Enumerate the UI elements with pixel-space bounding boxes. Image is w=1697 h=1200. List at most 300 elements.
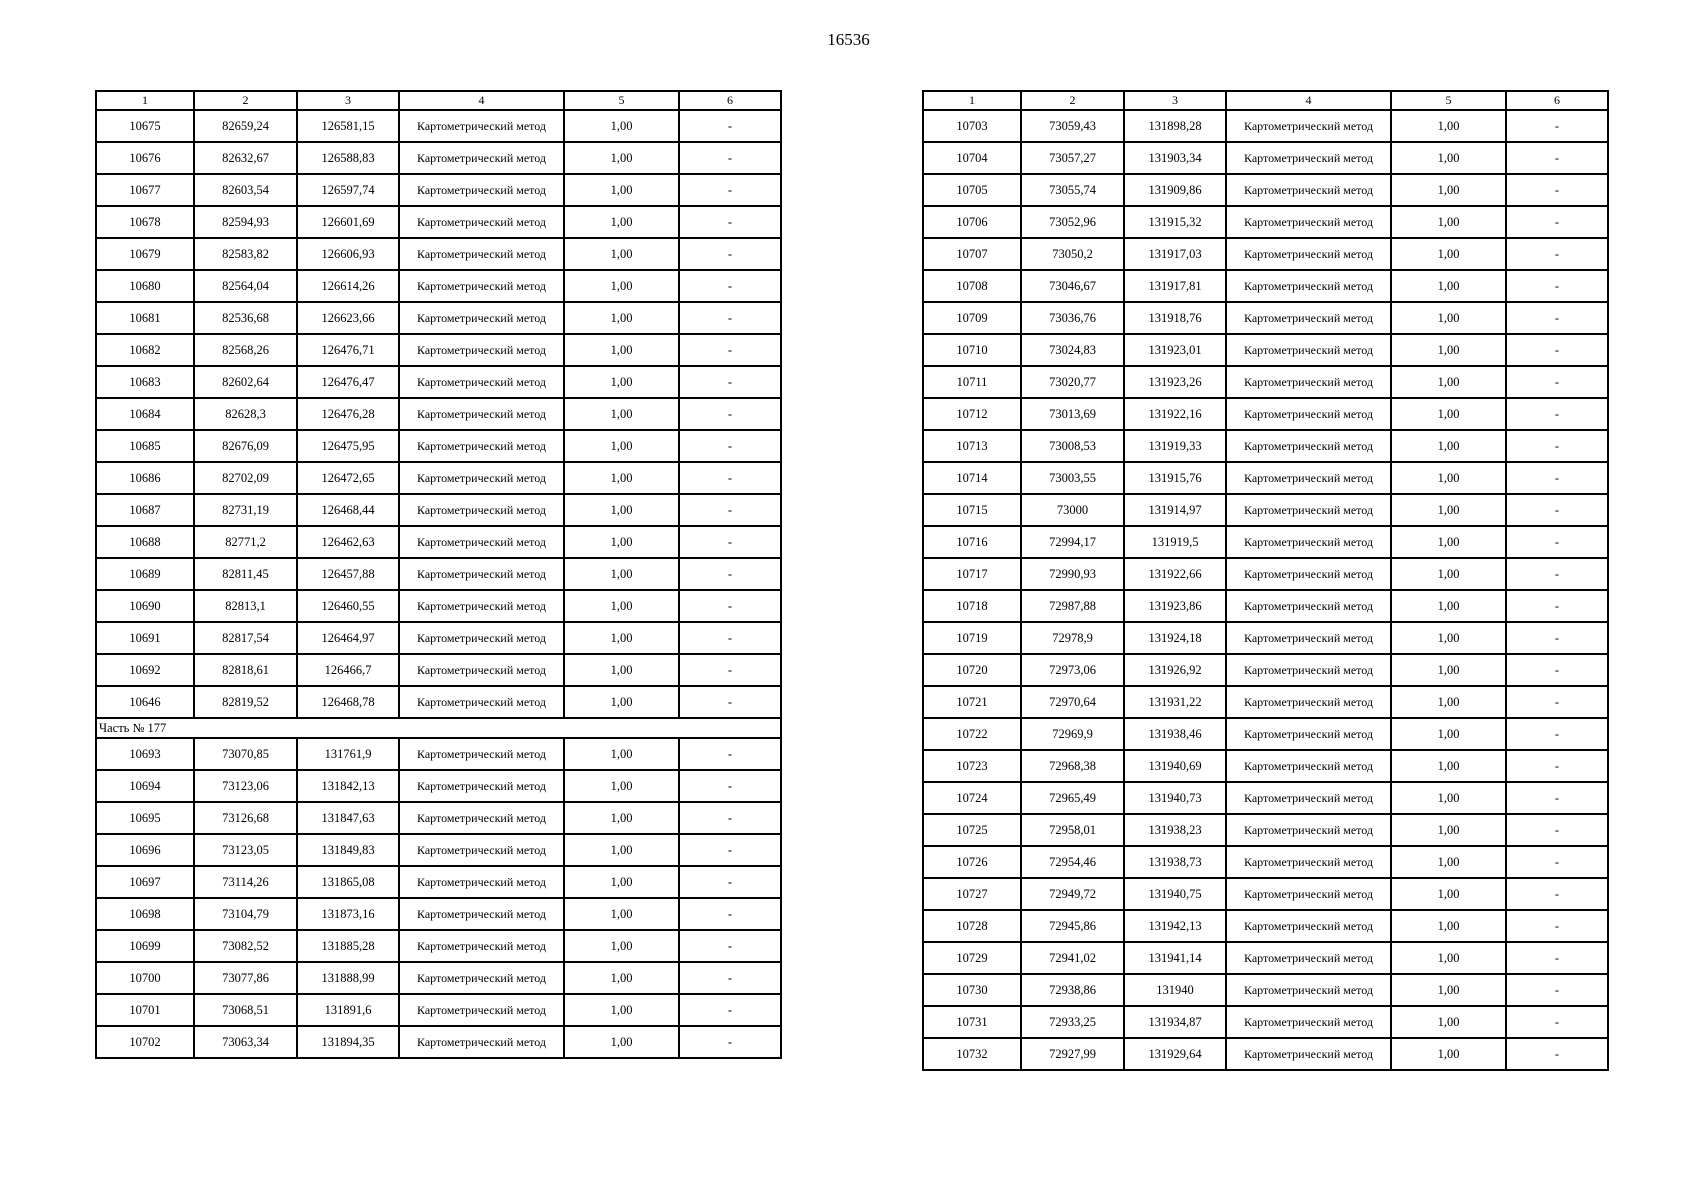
method-cell: Картометрический метод <box>399 494 564 526</box>
description-cell: - <box>1506 782 1608 814</box>
description-cell: - <box>679 994 781 1026</box>
description-cell: - <box>1506 942 1608 974</box>
x-coordinate-cell: 73000 <box>1021 494 1124 526</box>
point-number-cell: 10704 <box>923 142 1021 174</box>
point-number-cell: 10720 <box>923 654 1021 686</box>
table-header <box>96 91 781 110</box>
accuracy-cell: 1,00 <box>564 142 679 174</box>
point-number-cell: 10709 <box>923 302 1021 334</box>
accuracy-cell: 1,00 <box>1391 366 1506 398</box>
table-row <box>923 718 1608 750</box>
table-row <box>96 898 781 930</box>
description-cell: - <box>1506 878 1608 910</box>
x-coordinate-cell: 72958,01 <box>1021 814 1124 846</box>
x-coordinate-cell: 82731,19 <box>194 494 297 526</box>
description-cell: - <box>679 206 781 238</box>
y-coordinate-cell: 126601,69 <box>297 206 399 238</box>
point-number-cell: 10708 <box>923 270 1021 302</box>
x-coordinate-cell: 73013,69 <box>1021 398 1124 430</box>
accuracy-cell: 1,00 <box>564 590 679 622</box>
method-cell: Картометрический метод <box>399 898 564 930</box>
table-row <box>923 782 1608 814</box>
table-row <box>923 1006 1608 1038</box>
accuracy-cell: 1,00 <box>564 334 679 366</box>
accuracy-cell: 1,00 <box>564 654 679 686</box>
point-number-cell: 10646 <box>96 686 194 718</box>
y-coordinate-cell: 131931,22 <box>1124 686 1226 718</box>
accuracy-cell: 1,00 <box>1391 942 1506 974</box>
x-coordinate-cell: 72970,64 <box>1021 686 1124 718</box>
description-cell: - <box>679 142 781 174</box>
table-row <box>96 526 781 558</box>
y-coordinate-cell: 126623,66 <box>297 302 399 334</box>
y-coordinate-cell: 126466,7 <box>297 654 399 686</box>
description-cell: - <box>679 526 781 558</box>
y-coordinate-cell: 131940 <box>1124 974 1226 1006</box>
point-number-cell: 10714 <box>923 462 1021 494</box>
column-header: 4 <box>399 91 564 110</box>
method-cell: Картометрический метод <box>399 686 564 718</box>
page-number: 16536 <box>827 30 870 49</box>
point-number-cell: 10676 <box>96 142 194 174</box>
y-coordinate-cell: 131903,34 <box>1124 142 1226 174</box>
accuracy-cell: 1,00 <box>564 366 679 398</box>
description-cell: - <box>679 366 781 398</box>
point-number-cell: 10728 <box>923 910 1021 942</box>
method-cell: Картометрический метод <box>399 654 564 686</box>
section-label: Часть № 177 <box>96 718 781 738</box>
table-row <box>96 962 781 994</box>
y-coordinate-cell: 131917,03 <box>1124 238 1226 270</box>
method-cell: Картометрический метод <box>1226 1006 1391 1038</box>
point-number-cell: 10693 <box>96 738 194 770</box>
y-coordinate-cell: 131761,9 <box>297 738 399 770</box>
accuracy-cell: 1,00 <box>564 558 679 590</box>
description-cell: - <box>1506 142 1608 174</box>
x-coordinate-cell: 73070,85 <box>194 738 297 770</box>
table-row <box>923 942 1608 974</box>
method-cell: Картометрический метод <box>399 302 564 334</box>
x-coordinate-cell: 82602,64 <box>194 366 297 398</box>
point-number-cell: 10700 <box>96 962 194 994</box>
method-cell: Картометрический метод <box>399 270 564 302</box>
accuracy-cell: 1,00 <box>1391 430 1506 462</box>
column-header: 3 <box>1124 91 1226 110</box>
table-row <box>96 238 781 270</box>
x-coordinate-cell: 82702,09 <box>194 462 297 494</box>
method-cell: Картометрический метод <box>1226 654 1391 686</box>
y-coordinate-cell: 126468,44 <box>297 494 399 526</box>
table-row <box>923 334 1608 366</box>
accuracy-cell: 1,00 <box>564 110 679 142</box>
method-cell: Картометрический метод <box>399 110 564 142</box>
y-coordinate-cell: 131938,73 <box>1124 846 1226 878</box>
y-coordinate-cell: 131923,26 <box>1124 366 1226 398</box>
table-row <box>96 686 781 718</box>
x-coordinate-cell: 73046,67 <box>1021 270 1124 302</box>
y-coordinate-cell: 126475,95 <box>297 430 399 462</box>
description-cell: - <box>679 738 781 770</box>
column-header: 6 <box>679 91 781 110</box>
table-row <box>96 558 781 590</box>
y-coordinate-cell: 131894,35 <box>297 1026 399 1058</box>
point-number-cell: 10713 <box>923 430 1021 462</box>
description-cell: - <box>679 334 781 366</box>
point-number-cell: 10715 <box>923 494 1021 526</box>
method-cell: Картометрический метод <box>399 238 564 270</box>
method-cell: Картометрический метод <box>399 526 564 558</box>
point-number-cell: 10689 <box>96 558 194 590</box>
column-header: 2 <box>194 91 297 110</box>
accuracy-cell: 1,00 <box>1391 654 1506 686</box>
method-cell: Картометрический метод <box>399 738 564 770</box>
description-cell: - <box>1506 846 1608 878</box>
description-cell: - <box>1506 270 1608 302</box>
accuracy-cell: 1,00 <box>1391 1006 1506 1038</box>
point-number-cell: 10703 <box>923 110 1021 142</box>
description-cell: - <box>1506 814 1608 846</box>
method-cell: Картометрический метод <box>1226 398 1391 430</box>
method-cell: Картометрический метод <box>399 174 564 206</box>
method-cell: Картометрический метод <box>399 994 564 1026</box>
point-number-cell: 10697 <box>96 866 194 898</box>
method-cell: Картометрический метод <box>1226 1038 1391 1070</box>
x-coordinate-cell: 73055,74 <box>1021 174 1124 206</box>
table-row <box>923 750 1608 782</box>
method-cell: Картометрический метод <box>1226 782 1391 814</box>
accuracy-cell: 1,00 <box>1391 398 1506 430</box>
section-row <box>96 718 781 738</box>
method-cell: Картометрический метод <box>1226 718 1391 750</box>
point-number-cell: 10724 <box>923 782 1021 814</box>
x-coordinate-cell: 72978,9 <box>1021 622 1124 654</box>
y-coordinate-cell: 131922,16 <box>1124 398 1226 430</box>
table-row <box>923 526 1608 558</box>
description-cell: - <box>1506 462 1608 494</box>
accuracy-cell: 1,00 <box>1391 814 1506 846</box>
table-row <box>96 654 781 686</box>
y-coordinate-cell: 131891,6 <box>297 994 399 1026</box>
point-number-cell: 10685 <box>96 430 194 462</box>
x-coordinate-cell: 73077,86 <box>194 962 297 994</box>
description-cell: - <box>679 622 781 654</box>
x-coordinate-cell: 82771,2 <box>194 526 297 558</box>
point-number-cell: 10719 <box>923 622 1021 654</box>
description-cell: - <box>679 834 781 866</box>
accuracy-cell: 1,00 <box>1391 526 1506 558</box>
y-coordinate-cell: 131926,92 <box>1124 654 1226 686</box>
point-number-cell: 10680 <box>96 270 194 302</box>
point-number-cell: 10712 <box>923 398 1021 430</box>
y-coordinate-cell: 131918,76 <box>1124 302 1226 334</box>
accuracy-cell: 1,00 <box>1391 910 1506 942</box>
accuracy-cell: 1,00 <box>564 962 679 994</box>
y-coordinate-cell: 126460,55 <box>297 590 399 622</box>
x-coordinate-cell: 72954,46 <box>1021 846 1124 878</box>
point-number-cell: 10687 <box>96 494 194 526</box>
method-cell: Картометрический метод <box>399 1026 564 1058</box>
point-number-cell: 10682 <box>96 334 194 366</box>
table-row <box>96 270 781 302</box>
table-row <box>96 930 781 962</box>
accuracy-cell: 1,00 <box>1391 334 1506 366</box>
y-coordinate-cell: 126476,47 <box>297 366 399 398</box>
accuracy-cell: 1,00 <box>1391 238 1506 270</box>
description-cell: - <box>1506 590 1608 622</box>
y-coordinate-cell: 131885,28 <box>297 930 399 962</box>
method-cell: Картометрический метод <box>1226 622 1391 654</box>
y-coordinate-cell: 131915,76 <box>1124 462 1226 494</box>
y-coordinate-cell: 131923,01 <box>1124 334 1226 366</box>
y-coordinate-cell: 131873,16 <box>297 898 399 930</box>
description-cell: - <box>679 558 781 590</box>
y-coordinate-cell: 131941,14 <box>1124 942 1226 974</box>
y-coordinate-cell: 131923,86 <box>1124 590 1226 622</box>
method-cell: Картометрический метод <box>1226 526 1391 558</box>
table-row <box>96 1026 781 1058</box>
accuracy-cell: 1,00 <box>564 770 679 802</box>
point-number-cell: 10679 <box>96 238 194 270</box>
accuracy-cell: 1,00 <box>1391 206 1506 238</box>
description-cell: - <box>679 174 781 206</box>
method-cell: Картометрический метод <box>1226 334 1391 366</box>
table-row <box>923 270 1608 302</box>
accuracy-cell: 1,00 <box>1391 462 1506 494</box>
table-row <box>96 430 781 462</box>
x-coordinate-cell: 73123,05 <box>194 834 297 866</box>
x-coordinate-cell: 73020,77 <box>1021 366 1124 398</box>
column-header: 5 <box>1391 91 1506 110</box>
accuracy-cell: 1,00 <box>564 206 679 238</box>
y-coordinate-cell: 126462,63 <box>297 526 399 558</box>
x-coordinate-cell: 82628,3 <box>194 398 297 430</box>
description-cell: - <box>679 1026 781 1058</box>
description-cell: - <box>1506 494 1608 526</box>
x-coordinate-cell: 82819,52 <box>194 686 297 718</box>
description-cell: - <box>1506 302 1608 334</box>
accuracy-cell: 1,00 <box>564 302 679 334</box>
point-number-cell: 10732 <box>923 1038 1021 1070</box>
table-row <box>923 1038 1608 1070</box>
method-cell: Картометрический метод <box>1226 750 1391 782</box>
y-coordinate-cell: 131919,33 <box>1124 430 1226 462</box>
point-number-cell: 10702 <box>96 1026 194 1058</box>
method-cell: Картометрический метод <box>1226 942 1391 974</box>
y-coordinate-cell: 131938,46 <box>1124 718 1226 750</box>
description-cell: - <box>1506 174 1608 206</box>
x-coordinate-cell: 73057,27 <box>1021 142 1124 174</box>
y-coordinate-cell: 131940,69 <box>1124 750 1226 782</box>
table-row <box>96 174 781 206</box>
accuracy-cell: 1,00 <box>1391 558 1506 590</box>
accuracy-cell: 1,00 <box>564 494 679 526</box>
y-coordinate-cell: 126464,97 <box>297 622 399 654</box>
x-coordinate-cell: 82564,04 <box>194 270 297 302</box>
x-coordinate-cell: 72938,86 <box>1021 974 1124 1006</box>
point-number-cell: 10726 <box>923 846 1021 878</box>
table-row <box>923 462 1608 494</box>
x-coordinate-cell: 72941,02 <box>1021 942 1124 974</box>
x-coordinate-cell: 82811,45 <box>194 558 297 590</box>
description-cell: - <box>1506 558 1608 590</box>
description-cell: - <box>679 238 781 270</box>
point-number-cell: 10730 <box>923 974 1021 1006</box>
point-number-cell: 10694 <box>96 770 194 802</box>
method-cell: Картометрический метод <box>1226 462 1391 494</box>
table-row <box>923 622 1608 654</box>
point-number-cell: 10705 <box>923 174 1021 206</box>
point-number-cell: 10698 <box>96 898 194 930</box>
description-cell: - <box>679 430 781 462</box>
point-number-cell: 10718 <box>923 590 1021 622</box>
description-cell: - <box>679 654 781 686</box>
accuracy-cell: 1,00 <box>1391 686 1506 718</box>
description-cell: - <box>1506 206 1608 238</box>
method-cell: Картометрический метод <box>399 866 564 898</box>
table-row <box>96 398 781 430</box>
point-number-cell: 10678 <box>96 206 194 238</box>
x-coordinate-cell: 82583,82 <box>194 238 297 270</box>
x-coordinate-cell: 73114,26 <box>194 866 297 898</box>
accuracy-cell: 1,00 <box>564 622 679 654</box>
coordinates-table-right <box>922 90 1609 1071</box>
x-coordinate-cell: 73036,76 <box>1021 302 1124 334</box>
x-coordinate-cell: 73059,43 <box>1021 110 1124 142</box>
point-number-cell: 10723 <box>923 750 1021 782</box>
table-row <box>923 238 1608 270</box>
table-row <box>96 738 781 770</box>
y-coordinate-cell: 131914,97 <box>1124 494 1226 526</box>
x-coordinate-cell: 73123,06 <box>194 770 297 802</box>
method-cell: Картометрический метод <box>1226 206 1391 238</box>
x-coordinate-cell: 72933,25 <box>1021 1006 1124 1038</box>
table-row <box>923 974 1608 1006</box>
table-row <box>96 110 781 142</box>
description-cell: - <box>1506 622 1608 654</box>
y-coordinate-cell: 131915,32 <box>1124 206 1226 238</box>
table-row <box>96 334 781 366</box>
table-row <box>923 878 1608 910</box>
y-coordinate-cell: 131940,73 <box>1124 782 1226 814</box>
table-row <box>96 462 781 494</box>
x-coordinate-cell: 72973,06 <box>1021 654 1124 686</box>
description-cell: - <box>1506 526 1608 558</box>
y-coordinate-cell: 131909,86 <box>1124 174 1226 206</box>
y-coordinate-cell: 126614,26 <box>297 270 399 302</box>
method-cell: Картометрический метод <box>399 430 564 462</box>
description-cell: - <box>679 962 781 994</box>
point-number-cell: 10675 <box>96 110 194 142</box>
x-coordinate-cell: 82818,61 <box>194 654 297 686</box>
accuracy-cell: 1,00 <box>564 174 679 206</box>
method-cell: Картометрический метод <box>1226 302 1391 334</box>
accuracy-cell: 1,00 <box>564 462 679 494</box>
table-row <box>923 494 1608 526</box>
accuracy-cell: 1,00 <box>564 898 679 930</box>
point-number-cell: 10711 <box>923 366 1021 398</box>
description-cell: - <box>679 302 781 334</box>
accuracy-cell: 1,00 <box>1391 750 1506 782</box>
x-coordinate-cell: 82817,54 <box>194 622 297 654</box>
x-coordinate-cell: 72969,9 <box>1021 718 1124 750</box>
description-cell: - <box>1506 366 1608 398</box>
column-header: 2 <box>1021 91 1124 110</box>
x-coordinate-cell: 82813,1 <box>194 590 297 622</box>
table-row <box>923 366 1608 398</box>
x-coordinate-cell: 73068,51 <box>194 994 297 1026</box>
x-coordinate-cell: 73003,55 <box>1021 462 1124 494</box>
table-row <box>923 558 1608 590</box>
accuracy-cell: 1,00 <box>564 686 679 718</box>
point-number-cell: 10684 <box>96 398 194 430</box>
y-coordinate-cell: 131849,83 <box>297 834 399 866</box>
description-cell: - <box>1506 718 1608 750</box>
x-coordinate-cell: 73063,34 <box>194 1026 297 1058</box>
method-cell: Картометрический метод <box>399 622 564 654</box>
description-cell: - <box>679 462 781 494</box>
method-cell: Картометрический метод <box>399 366 564 398</box>
x-coordinate-cell: 72945,86 <box>1021 910 1124 942</box>
description-cell: - <box>679 270 781 302</box>
description-cell: - <box>679 494 781 526</box>
description-cell: - <box>1506 430 1608 462</box>
accuracy-cell: 1,00 <box>564 1026 679 1058</box>
column-header: 6 <box>1506 91 1608 110</box>
y-coordinate-cell: 131847,63 <box>297 802 399 834</box>
table-row <box>96 590 781 622</box>
accuracy-cell: 1,00 <box>1391 1038 1506 1070</box>
x-coordinate-cell: 82594,93 <box>194 206 297 238</box>
description-cell: - <box>1506 686 1608 718</box>
method-cell: Картометрический метод <box>399 398 564 430</box>
accuracy-cell: 1,00 <box>564 834 679 866</box>
x-coordinate-cell: 82659,24 <box>194 110 297 142</box>
y-coordinate-cell: 131865,08 <box>297 866 399 898</box>
point-number-cell: 10677 <box>96 174 194 206</box>
column-header: 1 <box>923 91 1021 110</box>
point-number-cell: 10688 <box>96 526 194 558</box>
table-row <box>96 866 781 898</box>
description-cell: - <box>1506 750 1608 782</box>
point-number-cell: 10729 <box>923 942 1021 974</box>
point-number-cell: 10710 <box>923 334 1021 366</box>
table-row <box>923 398 1608 430</box>
method-cell: Картометрический метод <box>1226 910 1391 942</box>
coordinates-table-left <box>95 90 782 1059</box>
point-number-cell: 10696 <box>96 834 194 866</box>
x-coordinate-cell: 72965,49 <box>1021 782 1124 814</box>
table-row <box>923 142 1608 174</box>
table-row <box>923 686 1608 718</box>
description-cell: - <box>679 866 781 898</box>
column-header: 1 <box>96 91 194 110</box>
column-header: 5 <box>564 91 679 110</box>
y-coordinate-cell: 131919,5 <box>1124 526 1226 558</box>
table-row <box>923 590 1608 622</box>
accuracy-cell: 1,00 <box>1391 110 1506 142</box>
table-row <box>96 142 781 174</box>
y-coordinate-cell: 131842,13 <box>297 770 399 802</box>
y-coordinate-cell: 131934,87 <box>1124 1006 1226 1038</box>
column-header: 3 <box>297 91 399 110</box>
accuracy-cell: 1,00 <box>564 738 679 770</box>
table-row <box>96 366 781 398</box>
method-cell: Картометрический метод <box>1226 270 1391 302</box>
table-row <box>923 814 1608 846</box>
x-coordinate-cell: 82676,09 <box>194 430 297 462</box>
y-coordinate-cell: 131888,99 <box>297 962 399 994</box>
y-coordinate-cell: 131940,75 <box>1124 878 1226 910</box>
